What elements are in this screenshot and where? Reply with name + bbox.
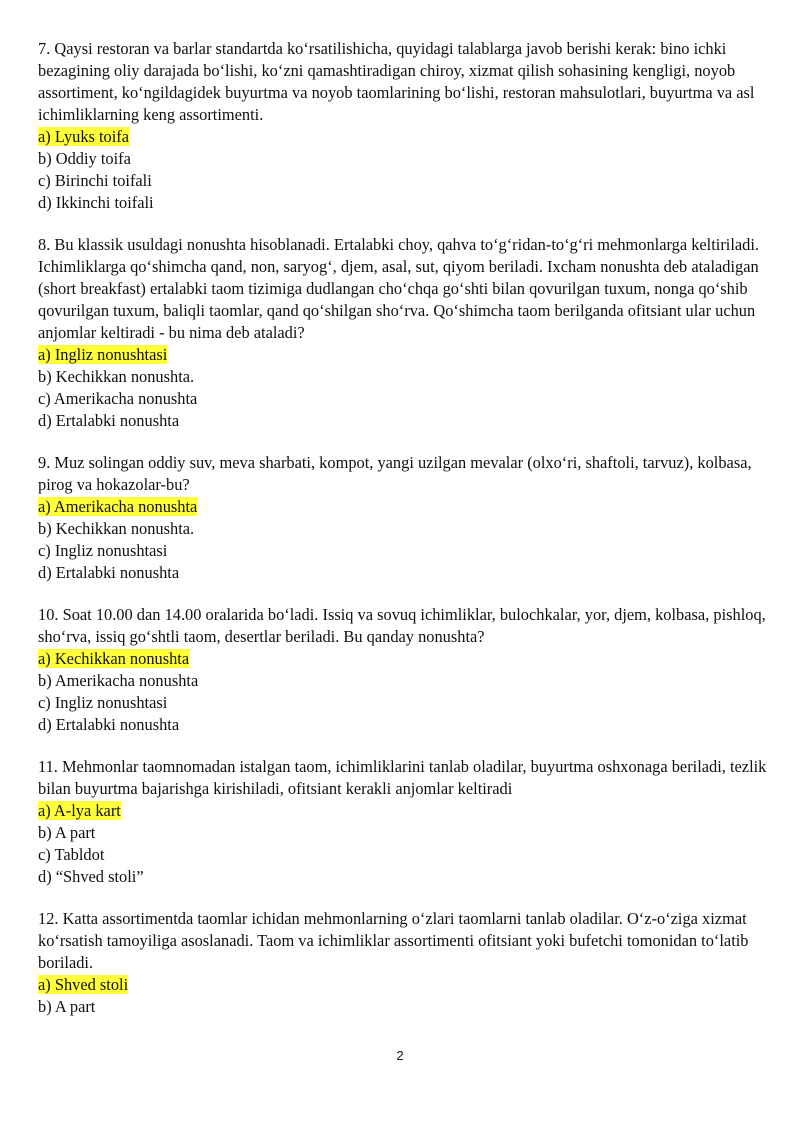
answer-correct — [38, 648, 780, 670]
answer-highlight: a) Shved stoli — [38, 975, 129, 994]
answer-option: d) Ikkinchi toifali — [38, 193, 154, 212]
answer-option: b) Kechikkan nonushta. — [38, 519, 195, 538]
question-12 — [38, 908, 780, 1018]
answer-option: c) Ingliz nonushtasi — [38, 541, 168, 560]
answer-option: d) Ertalabki nonushta — [38, 411, 180, 430]
answer-option: c) Tabldot — [38, 845, 105, 864]
question-8 — [38, 234, 780, 432]
answer-correct — [38, 974, 780, 996]
question-7 — [38, 38, 780, 214]
answer-option: d) Ertalabki nonushta — [38, 715, 180, 734]
answer-correct — [38, 344, 780, 366]
page-number: 2 — [396, 1048, 404, 1063]
question-11 — [38, 756, 780, 888]
question-text: 12. Katta assortimentda taomlar ichidan mehmonlarning oʻzlari taomlarni tanlab oladilar. Oʻz-oʻziga xizmat koʻrsatish tamoyiliga asoslanadi. Taom va ichimliklar assortimenti ofitsiant yoki bufetchi tomonidan toʻlatib boriladi. — [38, 909, 749, 972]
answer-correct — [38, 800, 780, 822]
answer-highlight: a) Lyuks toifa — [38, 127, 130, 146]
document-page — [38, 38, 780, 1038]
answer-option: b) A part — [38, 823, 96, 842]
answer-correct — [38, 126, 780, 148]
answer-correct — [38, 496, 780, 518]
answer-highlight: a) A-lya kart — [38, 801, 121, 820]
answer-option: c) Amerikacha nonushta — [38, 389, 198, 408]
answer-option: c) Ingliz nonushtasi — [38, 693, 168, 712]
answer-option: b) Amerikacha nonushta — [38, 671, 199, 690]
answer-highlight: a) Kechikkan nonushta — [38, 649, 190, 668]
question-text: 11. Mehmonlar taomnomadan istalgan taom, ichimliklarini tanlab oladilar, buyurtma oshxonaga beriladi, tezlik bilan buyurtma bajarishga kirishiladi, ofitsiant kerakli anjomlar keltiradi — [38, 757, 767, 798]
answer-highlight: a) Amerikacha nonushta — [38, 497, 198, 516]
question-text: 10. Soat 10.00 dan 14.00 oralarida boʻladi. Issiq va sovuq ichimliklar, bulochkalar, yor, djem, kolbasa, pishloq, shoʻrva, issiq goʻshtli taom, desertlar beriladi. Bu qanday nonushta? — [38, 605, 766, 646]
answer-highlight: a) Ingliz nonushtasi — [38, 345, 168, 364]
answer-option: b) A part — [38, 997, 96, 1016]
answer-option: d) “Shved stoli” — [38, 867, 144, 886]
question-9 — [38, 452, 780, 584]
question-text: 7. Qaysi restoran va barlar standartda koʻrsatilishicha, quyidagi talablarga javob berishi kerak: bino ichki bezagining oliy darajada boʻlishi, koʻzni qamashtiradigan chiroy, xizmat qilish sohasining kengligi, noyob assortiment, koʻngildagidek buyurtma va noyob taomlarining boʻlishi, restoran mahsulotlari, buyurtma va asl ichimliklarning keng assortimenti. — [38, 39, 755, 124]
answer-option: c) Birinchi toifali — [38, 171, 152, 190]
answer-option: d) Ertalabki nonushta — [38, 563, 180, 582]
answer-option: b) Oddiy toifa — [38, 149, 131, 168]
question-10 — [38, 604, 780, 736]
answer-option: b) Kechikkan nonushta. — [38, 367, 195, 386]
question-text: 8. Bu klassik usuldagi nonushta hisoblanadi. Ertalabki choy, qahva toʻgʻridan-toʻgʻri mehmonlarga keltiriladi. Ichimliklarga qoʻshimcha qand, non, saryogʻ, djem, asal, sut, qiyom beriladi. Ixcham nonushta deb ataladigan (short breakfast) ertalabki taom tizimiga dudlangan choʻchqa goʻshti bilan qovurilgan tuxum, nonga qoʻshib qovurilgan tuxum, baliqli taomlar, qand qoʻshilgan shoʻrva. Qoʻshimcha taom berilganda ofitsiant ular uchun anjomlar keltiradi - bu nima deb ataladi? — [38, 235, 760, 342]
question-text: 9. Muz solingan oddiy suv, meva sharbati, kompot, yangi uzilgan mevalar (olxoʻri, shaftoli, tarvuz), kolbasa, pirog va hokazolar-bu? — [38, 453, 752, 494]
